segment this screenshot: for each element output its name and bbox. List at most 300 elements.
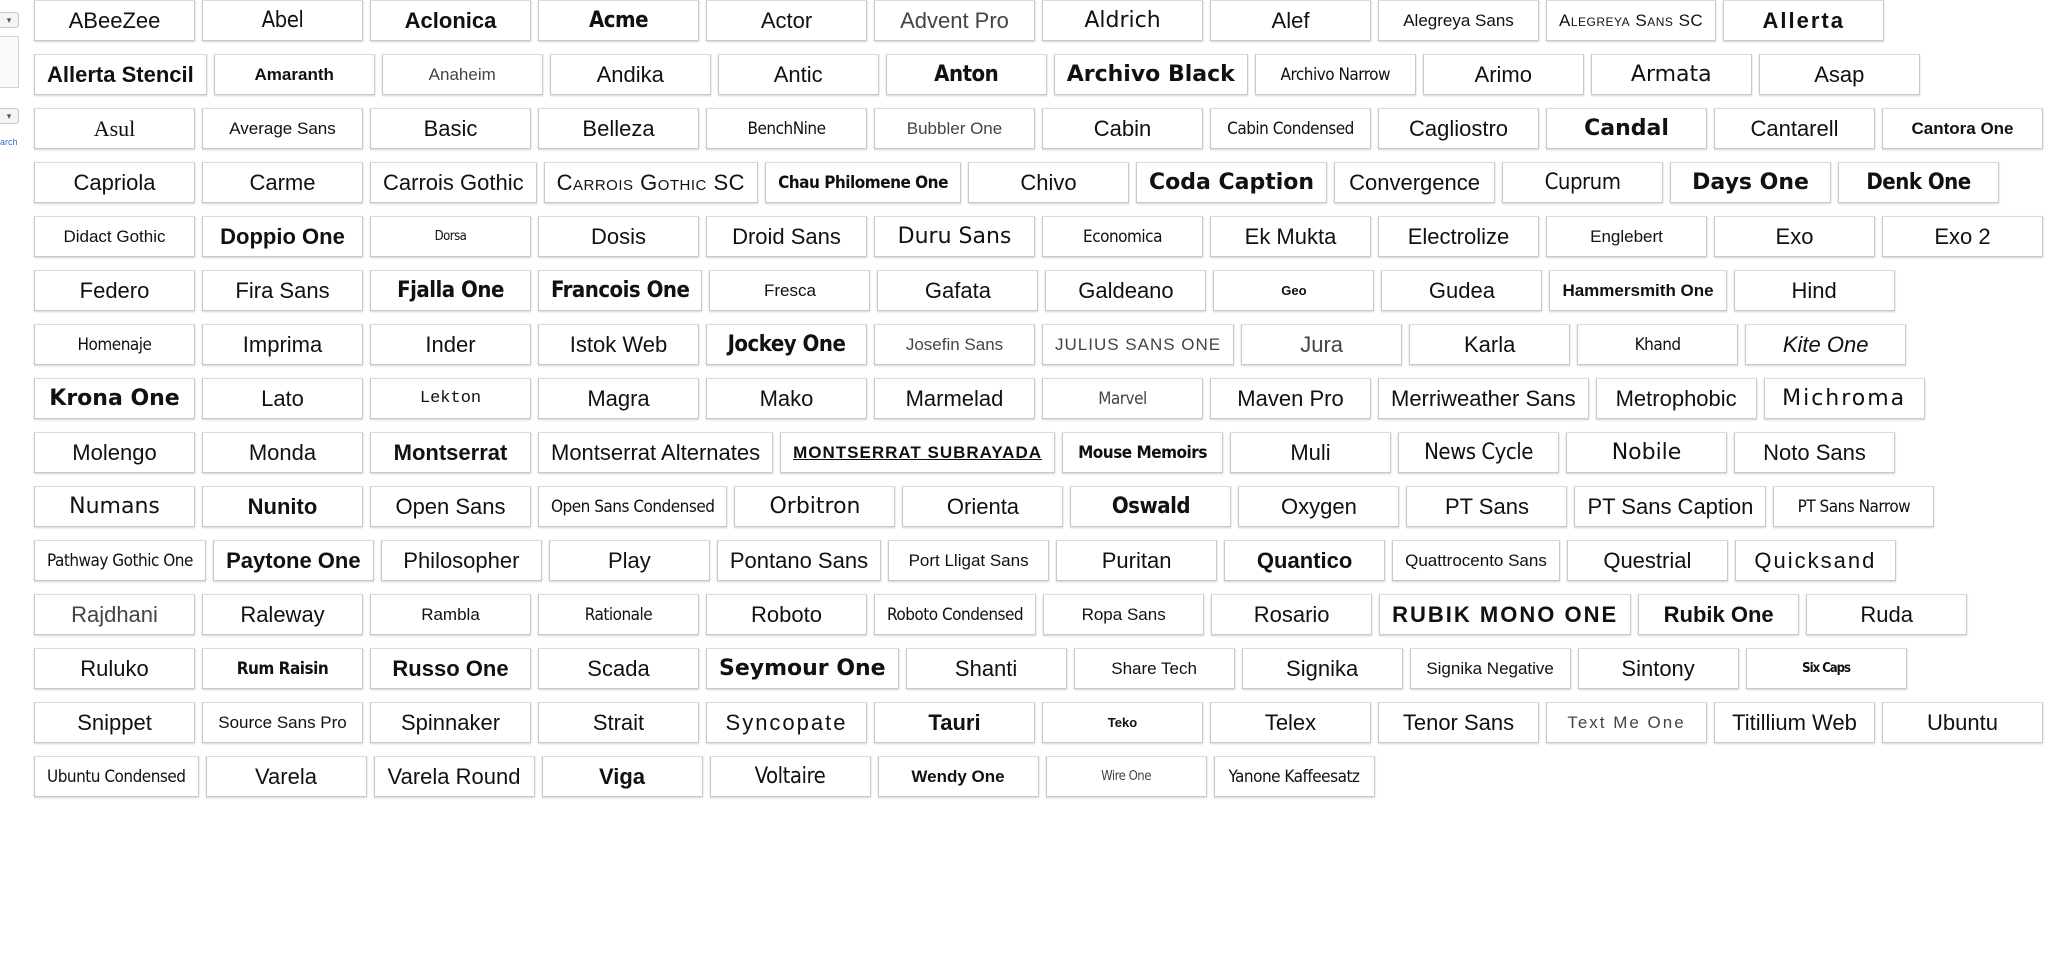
- font-tile-label: Pontano Sans: [729, 547, 869, 573]
- font-tile-label: Syncopate: [725, 709, 848, 735]
- font-tile[interactable]: [1378, 702, 1539, 743]
- font-tile[interactable]: [34, 432, 195, 473]
- font-tile-label: Play: [607, 547, 651, 573]
- font-tile[interactable]: [34, 0, 195, 41]
- font-tile-label: Varela: [255, 763, 317, 789]
- font-tile-label: Telex: [1264, 709, 1317, 735]
- font-tile[interactable]: [874, 594, 1036, 635]
- font-tile-label: Francois One: [551, 278, 690, 303]
- font-tile-label: Jura: [1300, 331, 1344, 357]
- font-tile-label: Hammersmith One: [1562, 280, 1714, 300]
- font-tile[interactable]: [706, 324, 867, 365]
- font-tile-label: Basic: [423, 115, 478, 141]
- font-tile-label: Denk One: [1866, 170, 1971, 195]
- font-tile[interactable]: [1714, 702, 1875, 743]
- font-tile[interactable]: [538, 432, 773, 473]
- font-tile[interactable]: [1378, 108, 1539, 149]
- font-tile[interactable]: [1406, 486, 1567, 527]
- font-tile-label: ABeeZee: [68, 7, 161, 33]
- font-tile[interactable]: [874, 702, 1035, 743]
- font-tile[interactable]: [1230, 432, 1391, 473]
- font-tile[interactable]: [1334, 162, 1495, 203]
- font-tile-label: Rationale: [584, 604, 653, 625]
- font-tile[interactable]: [549, 540, 710, 581]
- font-tile-label: Orbitron: [769, 494, 861, 519]
- font-tile[interactable]: [1714, 216, 1875, 257]
- font-tile[interactable]: [1210, 0, 1371, 41]
- font-tile-label: Russo One: [392, 655, 509, 681]
- font-tile[interactable]: [1764, 378, 1925, 419]
- font-tile[interactable]: [717, 540, 881, 581]
- font-tile[interactable]: [370, 216, 531, 257]
- font-tile-label: Amaranth: [254, 64, 334, 84]
- font-tile[interactable]: [34, 162, 195, 203]
- font-tile[interactable]: [1056, 540, 1217, 581]
- font-tile[interactable]: [538, 486, 727, 527]
- font-tile[interactable]: [370, 162, 537, 203]
- font-tile-label: Oswald: [1111, 494, 1191, 519]
- font-tile[interactable]: [1723, 0, 1884, 41]
- font-tile[interactable]: [370, 270, 531, 311]
- font-tile-label: Sintony: [1621, 655, 1695, 681]
- font-tile-label: PT Sans Narrow: [1797, 496, 1911, 517]
- font-tile-label: Anaheim: [428, 64, 496, 84]
- font-tile[interactable]: [1806, 594, 1967, 635]
- font-tile[interactable]: [1214, 756, 1375, 797]
- font-tile[interactable]: [1045, 270, 1206, 311]
- font-tile-label: Raleway: [240, 601, 325, 627]
- font-tile[interactable]: [968, 162, 1129, 203]
- font-tile-label: Asap: [1814, 61, 1865, 87]
- font-tile-label: Lekton: [419, 389, 482, 408]
- font-tile-label: Quattrocento Sans: [1405, 550, 1547, 570]
- font-tile-label: Carrois Gothic: [383, 169, 524, 195]
- font-tile-label: Karla: [1463, 331, 1516, 357]
- font-tile-label: Fresca: [763, 280, 816, 300]
- font-tile[interactable]: [370, 0, 531, 41]
- font-tile[interactable]: [886, 54, 1047, 95]
- font-tile[interactable]: [1054, 54, 1248, 95]
- font-tile[interactable]: [1042, 216, 1203, 257]
- font-tile-label: Convergence: [1349, 169, 1480, 195]
- font-tile[interactable]: [538, 702, 699, 743]
- font-tile[interactable]: [1213, 270, 1374, 311]
- font-tile-label: Six Caps: [1802, 661, 1851, 676]
- font-tile-label: PT Sans Caption: [1587, 493, 1754, 519]
- font-tile[interactable]: [1546, 702, 1707, 743]
- font-tile[interactable]: [213, 540, 374, 581]
- font-tile-label: Chau Philomene One: [778, 172, 948, 193]
- font-tile[interactable]: [1591, 54, 1752, 95]
- font-tile[interactable]: [34, 216, 195, 257]
- font-tile-label: Strait: [592, 709, 645, 735]
- font-tile[interactable]: [877, 270, 1038, 311]
- font-tile-label: Titillium Web: [1732, 709, 1857, 735]
- font-tile[interactable]: [202, 378, 363, 419]
- font-tile[interactable]: [1238, 486, 1399, 527]
- font-tile[interactable]: [538, 270, 702, 311]
- font-tile[interactable]: [34, 702, 195, 743]
- font-tile-label: Fira Sans: [235, 277, 330, 303]
- font-tile[interactable]: [370, 486, 531, 527]
- font-tile-label: Wire One: [1101, 769, 1151, 784]
- font-tile[interactable]: [550, 54, 711, 95]
- font-tile-label: Magra: [587, 385, 650, 411]
- font-tile[interactable]: [1745, 324, 1906, 365]
- font-tile[interactable]: [1549, 270, 1726, 311]
- font-tile[interactable]: [1224, 540, 1385, 581]
- font-tile[interactable]: [874, 324, 1035, 365]
- font-tile-label: Tauri: [928, 709, 981, 735]
- font-tile[interactable]: [34, 54, 207, 95]
- chevron-down-icon: ▾: [6, 15, 12, 25]
- font-tile-label: RUBIK MONO ONE: [1392, 601, 1619, 627]
- font-tile-label: JULIUS SANS ONE: [1055, 334, 1222, 354]
- font-tile-label: Paytone One: [226, 547, 361, 573]
- font-tile-label: Jockey One: [727, 332, 846, 357]
- font-tile-label: Quicksand: [1754, 547, 1877, 573]
- font-tile-label: Yanone Kaffeesatz: [1228, 766, 1360, 787]
- font-tile[interactable]: [1211, 594, 1372, 635]
- font-tile-label: Allerta Stencil: [47, 61, 194, 87]
- font-tile[interactable]: [1210, 378, 1371, 419]
- font-tile-label: Inder: [425, 331, 476, 357]
- font-tile[interactable]: [706, 594, 867, 635]
- font-tile-label: Orienta: [946, 493, 1020, 519]
- font-tile[interactable]: [1136, 162, 1327, 203]
- font-tile[interactable]: [706, 378, 867, 419]
- font-tile[interactable]: [874, 378, 1035, 419]
- side-collapse-button[interactable]: [0, 12, 19, 28]
- font-tile[interactable]: [1255, 54, 1416, 95]
- font-tile-label: Carme: [249, 169, 316, 195]
- font-tile[interactable]: [1210, 108, 1371, 149]
- font-tile[interactable]: [34, 486, 195, 527]
- font-tile[interactable]: [1714, 108, 1875, 149]
- font-tile-label: Rubik One: [1663, 601, 1774, 627]
- font-tile-label: Spinnaker: [400, 709, 501, 735]
- font-tile-label: Teko: [1107, 715, 1138, 730]
- font-tile[interactable]: [1882, 216, 2043, 257]
- font-tile[interactable]: [1042, 378, 1203, 419]
- font-tile[interactable]: [370, 648, 531, 689]
- font-tile[interactable]: [718, 54, 879, 95]
- font-tile[interactable]: [370, 594, 531, 635]
- font-tile-label: Galdeano: [1078, 277, 1174, 303]
- font-tile-label: Geo: [1281, 283, 1307, 298]
- chevron-down-icon: ▾: [6, 111, 12, 121]
- font-tile-label: Cabin Condensed: [1227, 118, 1354, 139]
- font-tile[interactable]: [1378, 216, 1539, 257]
- font-tile[interactable]: [906, 648, 1067, 689]
- font-tile-label: Armata: [1630, 62, 1712, 87]
- font-tile[interactable]: [1502, 162, 1663, 203]
- font-tile[interactable]: [202, 486, 363, 527]
- font-tile-label: Average Sans: [229, 118, 336, 138]
- font-tile-label: Wendy One: [911, 766, 1005, 786]
- side-dropdown-button[interactable]: [0, 108, 19, 124]
- font-tile-label: Scada: [587, 655, 650, 681]
- font-tile-label: Puritan: [1101, 547, 1172, 573]
- font-tile[interactable]: [214, 54, 375, 95]
- font-tile-label: Signika Negative: [1426, 658, 1554, 678]
- font-tile-label: Monda: [248, 439, 317, 465]
- font-tile[interactable]: [1210, 216, 1371, 257]
- font-tile[interactable]: [1882, 702, 2043, 743]
- font-tile[interactable]: [202, 432, 363, 473]
- font-tile-label: Tenor Sans: [1402, 709, 1515, 735]
- font-tile[interactable]: [202, 648, 363, 689]
- font-tile[interactable]: [34, 540, 206, 581]
- font-tile[interactable]: [1210, 702, 1371, 743]
- font-tile[interactable]: [1242, 648, 1403, 689]
- font-tile-label: Viga: [598, 763, 646, 789]
- font-tile-label: Lato: [261, 385, 304, 411]
- font-tile[interactable]: [734, 486, 895, 527]
- font-tile-label: Aclonica: [404, 7, 497, 33]
- font-tile[interactable]: [902, 486, 1063, 527]
- font-tile-label: Muli: [1290, 439, 1331, 465]
- font-tile-label: Coda Caption: [1148, 170, 1315, 195]
- font-tile[interactable]: [1043, 594, 1204, 635]
- font-tile-label: Archivo Narrow: [1280, 64, 1391, 85]
- font-tile[interactable]: [538, 594, 699, 635]
- font-tile[interactable]: [1670, 162, 1831, 203]
- font-tile[interactable]: [544, 162, 758, 203]
- font-tile[interactable]: [34, 270, 195, 311]
- font-tile-label: Montserrat Alternates: [551, 439, 761, 465]
- font-tile[interactable]: [202, 216, 363, 257]
- font-tile-label: Michroma: [1782, 386, 1907, 411]
- font-tile[interactable]: [1746, 648, 1907, 689]
- font-tile[interactable]: [1398, 432, 1559, 473]
- font-tile[interactable]: [874, 216, 1035, 257]
- font-tile[interactable]: [1546, 108, 1707, 149]
- font-tile[interactable]: [1409, 324, 1570, 365]
- font-tile-label: Mouse Memoirs: [1078, 442, 1207, 463]
- font-tile-label: Imprima: [242, 331, 323, 357]
- side-input-box[interactable]: [0, 36, 19, 88]
- font-tile[interactable]: [202, 0, 363, 41]
- font-tile-label: Marvel: [1098, 388, 1147, 409]
- font-tile[interactable]: [1734, 270, 1895, 311]
- font-tile-label: Signika: [1286, 655, 1359, 681]
- font-tile[interactable]: [34, 108, 195, 149]
- font-tile-label: Aldrich: [1084, 8, 1161, 33]
- font-tile[interactable]: [1735, 540, 1896, 581]
- font-tile[interactable]: [1882, 108, 2043, 149]
- font-tile[interactable]: [1759, 54, 1920, 95]
- font-tile[interactable]: [1638, 594, 1799, 635]
- font-tile-label: Kite One: [1782, 331, 1869, 357]
- font-tile[interactable]: [382, 54, 543, 95]
- font-tile-label: BenchNine: [747, 118, 826, 139]
- font-tile[interactable]: [1574, 486, 1766, 527]
- font-tile[interactable]: [874, 0, 1035, 41]
- font-tile[interactable]: [34, 594, 195, 635]
- font-tile[interactable]: [1577, 324, 1738, 365]
- font-tile-label: Shanti: [954, 655, 1018, 681]
- font-tile-label: Asul: [93, 115, 136, 141]
- search-link[interactable]: arch: [0, 137, 18, 147]
- font-tile-label: Merriweather Sans: [1391, 385, 1576, 411]
- font-tile[interactable]: [542, 756, 703, 797]
- font-tile[interactable]: [34, 378, 195, 419]
- font-tile[interactable]: [888, 540, 1049, 581]
- font-tile-label: Arimo: [1474, 61, 1532, 87]
- font-tile-label: Englebert: [1590, 226, 1663, 246]
- font-tile[interactable]: [1734, 432, 1895, 473]
- font-tile[interactable]: [878, 756, 1039, 797]
- font-tile-label: Krona One: [49, 386, 180, 411]
- font-tile[interactable]: [874, 108, 1035, 149]
- font-tile[interactable]: [1596, 378, 1757, 419]
- side-panel: [0, 0, 22, 160]
- font-tile[interactable]: [1838, 162, 1999, 203]
- font-tile-label: Candal: [1584, 116, 1669, 141]
- font-tile-label: Varela Round: [387, 763, 521, 789]
- font-tile-label: Alef: [1271, 7, 1310, 33]
- font-tile-label: Carrois Gothic SC: [556, 169, 746, 195]
- font-tile[interactable]: [370, 378, 531, 419]
- font-tile-label: Anton: [934, 62, 999, 87]
- font-tile-label: Mako: [759, 385, 814, 411]
- font-tile-label: Advent Pro: [900, 7, 1009, 33]
- font-tile-label: Numans: [69, 494, 160, 519]
- font-tile[interactable]: [538, 378, 699, 419]
- font-tile-label: Alegreya Sans SC: [1559, 10, 1704, 30]
- font-tile-label: Gudea: [1428, 277, 1495, 303]
- font-tile[interactable]: [1042, 0, 1203, 41]
- font-tile[interactable]: [34, 324, 195, 365]
- font-tile[interactable]: [34, 756, 199, 797]
- font-tile[interactable]: [374, 756, 535, 797]
- font-tile[interactable]: [1042, 702, 1203, 743]
- font-tile-label: Josefin Sans: [905, 334, 1004, 354]
- font-tile[interactable]: [1578, 648, 1739, 689]
- font-tile[interactable]: [370, 702, 531, 743]
- font-tile[interactable]: [1381, 270, 1542, 311]
- font-tile-label: Roboto Condensed: [887, 604, 1024, 625]
- font-tile-label: Didact Gothic: [63, 226, 166, 246]
- font-tile[interactable]: [538, 648, 699, 689]
- font-tile-label: Rum Raisin: [236, 658, 329, 679]
- font-tile-label: Nunito: [247, 493, 318, 519]
- font-tile[interactable]: [1410, 648, 1571, 689]
- font-tile[interactable]: [538, 0, 699, 41]
- font-tile[interactable]: [1046, 756, 1207, 797]
- font-tile[interactable]: [1423, 54, 1584, 95]
- font-tile[interactable]: [202, 108, 363, 149]
- font-tile-label: Economica: [1083, 226, 1162, 247]
- font-tile-label: Fjalla One: [397, 278, 504, 303]
- font-tile-label: Roboto: [751, 601, 822, 627]
- font-tile-label: Port Lligat Sans: [908, 550, 1029, 570]
- font-tile[interactable]: [1062, 432, 1223, 473]
- font-tile[interactable]: [1241, 324, 1402, 365]
- font-tile[interactable]: [1773, 486, 1934, 527]
- font-tile-label: Khand: [1634, 334, 1681, 355]
- font-tile[interactable]: [538, 324, 699, 365]
- font-tile[interactable]: [1392, 540, 1560, 581]
- font-tile-label: MONTSERRAT SUBRAYADA: [793, 442, 1043, 462]
- font-tile[interactable]: [370, 324, 531, 365]
- font-tile[interactable]: [706, 702, 867, 743]
- font-tile[interactable]: [370, 108, 531, 149]
- font-tile-label: Source Sans Pro: [218, 712, 347, 732]
- font-tile-label: Molengo: [72, 439, 157, 465]
- font-tile-label: Maven Pro: [1237, 385, 1344, 411]
- font-tile[interactable]: [202, 594, 363, 635]
- font-tile-label: Cuprum: [1544, 170, 1621, 195]
- font-tile-label: Abel: [261, 8, 304, 33]
- font-tile-label: Bubbler One: [906, 118, 1003, 138]
- font-tile[interactable]: [1567, 540, 1728, 581]
- font-tile-label: Ubuntu: [1927, 709, 1998, 735]
- font-tile-label: Ruda: [1860, 601, 1913, 627]
- font-tile-label: Alegreya Sans: [1403, 10, 1514, 30]
- font-tile[interactable]: [202, 270, 363, 311]
- font-tile-label: Open Sans: [395, 493, 506, 519]
- font-tile[interactable]: [34, 648, 195, 689]
- font-tile-label: Capriola: [73, 169, 156, 195]
- font-tile[interactable]: [206, 756, 367, 797]
- font-tile-label: Andika: [596, 61, 664, 87]
- font-tile[interactable]: [538, 216, 699, 257]
- font-tile[interactable]: [706, 648, 899, 689]
- font-tile[interactable]: [1074, 648, 1235, 689]
- font-tile-label: Snippet: [77, 709, 152, 735]
- font-tile-label: Rajdhani: [71, 601, 158, 627]
- font-tile[interactable]: [202, 702, 363, 743]
- font-tile[interactable]: [1379, 594, 1631, 635]
- font-tile-label: Ropa Sans: [1081, 604, 1166, 624]
- font-tile-label: News Cycle: [1424, 440, 1533, 465]
- font-tile[interactable]: [765, 162, 961, 203]
- font-tile-label: Exo 2: [1934, 223, 1991, 249]
- font-tile[interactable]: [1042, 324, 1234, 365]
- font-tile[interactable]: [370, 432, 531, 473]
- font-tile-label: Hind: [1791, 277, 1837, 303]
- font-tile-label: Duru Sans: [897, 224, 1012, 249]
- font-tile[interactable]: [1378, 378, 1589, 419]
- font-tile[interactable]: [706, 108, 867, 149]
- font-tile-label: Actor: [760, 7, 813, 33]
- font-tile[interactable]: [1070, 486, 1231, 527]
- font-tile[interactable]: [710, 756, 871, 797]
- font-tile[interactable]: [538, 108, 699, 149]
- font-tile[interactable]: [1378, 0, 1539, 41]
- font-tile[interactable]: [1546, 216, 1707, 257]
- font-tile[interactable]: [1546, 0, 1716, 41]
- font-tile[interactable]: [706, 216, 867, 257]
- font-tile[interactable]: [706, 0, 867, 41]
- font-tile[interactable]: [1566, 432, 1727, 473]
- font-tile[interactable]: [381, 540, 542, 581]
- font-tile[interactable]: [202, 324, 363, 365]
- font-tile-label: Acme: [588, 8, 649, 33]
- font-tile[interactable]: [202, 162, 363, 203]
- font-tile-label: PT Sans: [1444, 493, 1529, 519]
- font-tile-label: Doppio One: [220, 223, 345, 249]
- font-tile-label: Cantora One: [1911, 118, 2014, 138]
- font-tile[interactable]: [1042, 108, 1203, 149]
- font-tile-label: Montserrat: [393, 439, 508, 465]
- font-tile-label: Belleza: [582, 115, 655, 141]
- font-tile[interactable]: [780, 432, 1055, 473]
- font-tile[interactable]: [709, 270, 870, 311]
- font-tile-label: Noto Sans: [1763, 439, 1866, 465]
